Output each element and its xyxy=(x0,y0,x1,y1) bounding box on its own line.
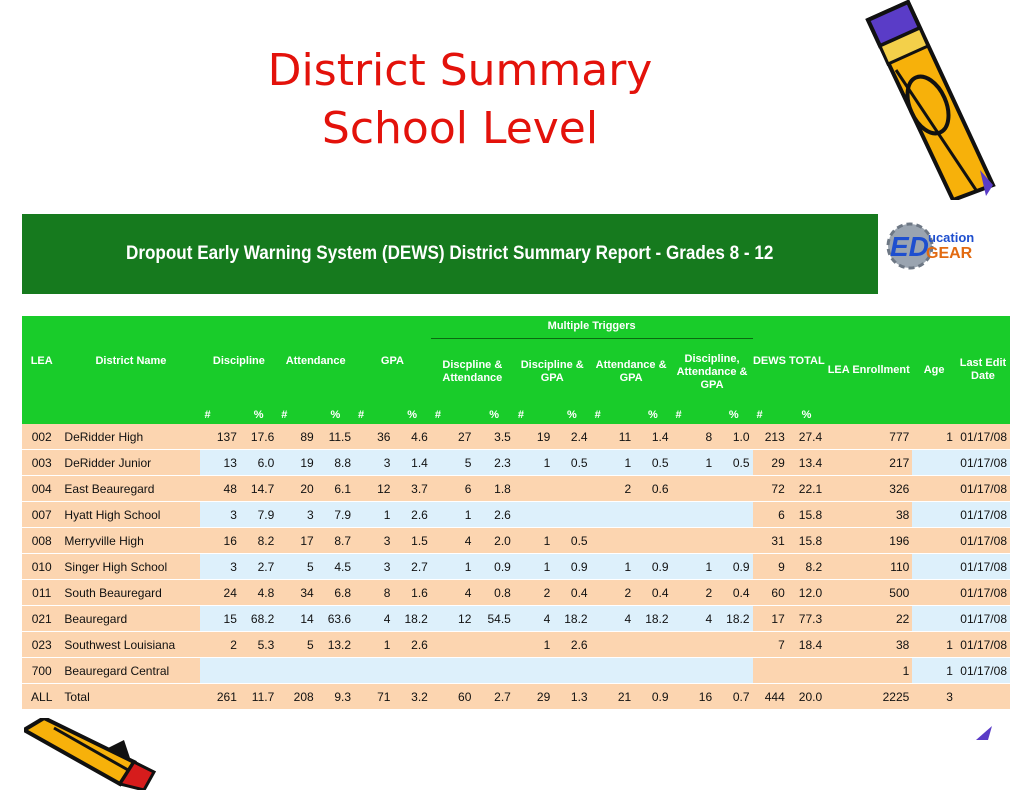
cell-date: 01/17/08 xyxy=(956,580,1010,606)
cell-t-n: 17 xyxy=(753,606,788,632)
cell-lea: 002 xyxy=(22,424,61,450)
cell-ag-n xyxy=(591,502,635,528)
cell-ag-n xyxy=(591,528,635,554)
cell-age xyxy=(912,606,956,632)
subheader-num: # xyxy=(591,406,635,424)
cell-g-p: 1.4 xyxy=(393,450,430,476)
cell-dg-n: 1 xyxy=(514,554,553,580)
cell-g-n: 36 xyxy=(354,424,393,450)
cell-name: Merryville High xyxy=(61,528,200,554)
table-row xyxy=(22,606,1010,632)
cell-t-n: 9 xyxy=(753,554,788,580)
cell-da-n: 4 xyxy=(431,528,475,554)
cell-g-p: 2.6 xyxy=(393,502,430,528)
cell-t-n: 213 xyxy=(753,424,788,450)
subheader-num: # xyxy=(200,406,239,424)
cell-d-p: 8.2 xyxy=(240,528,277,554)
table-row xyxy=(22,658,1010,684)
cell-ag-p xyxy=(634,528,671,554)
cell-t-n: 60 xyxy=(753,580,788,606)
cell-dag-n: 4 xyxy=(672,606,716,632)
cell-dag-p xyxy=(715,502,752,528)
cell-t-p: 18.4 xyxy=(788,632,825,658)
cell-dg-p: 18.2 xyxy=(553,606,590,632)
cell-dag-p: 0.5 xyxy=(715,450,752,476)
cell-date: 01/17/08 xyxy=(956,502,1010,528)
cell-g-n: 8 xyxy=(354,580,393,606)
cell-date xyxy=(956,684,1010,710)
cell-da-p: 3.5 xyxy=(474,424,513,450)
cell-date: 01/17/08 xyxy=(956,424,1010,450)
subheader-pct: % xyxy=(393,406,430,424)
cell-dag-p: 0.7 xyxy=(715,684,752,710)
cell-a-p: 7.9 xyxy=(317,502,354,528)
subheader-pct: % xyxy=(317,406,354,424)
table-body xyxy=(22,424,1010,710)
cell-a-n: 34 xyxy=(277,580,316,606)
cell-a-p: 9.3 xyxy=(317,684,354,710)
cell-lea: 011 xyxy=(22,580,61,606)
header-blank-lea xyxy=(22,406,200,424)
cell-ag-p: 1.4 xyxy=(634,424,671,450)
cell-g-n: 3 xyxy=(354,528,393,554)
cell-da-p xyxy=(474,658,513,684)
cell-t-n: 444 xyxy=(753,684,788,710)
cell-da-n: 1 xyxy=(431,502,475,528)
cell-dg-n: 19 xyxy=(514,424,553,450)
cell-t-p xyxy=(788,658,825,684)
cell-dg-p: 2.6 xyxy=(553,632,590,658)
cell-a-n: 208 xyxy=(277,684,316,710)
cell-a-n: 20 xyxy=(277,476,316,502)
svg-text:ucation: ucation xyxy=(928,230,975,245)
cell-da-n: 60 xyxy=(431,684,475,710)
header-lea: LEA xyxy=(22,316,61,406)
cell-name: DeRidder High xyxy=(61,424,200,450)
cell-a-p: 4.5 xyxy=(317,554,354,580)
cell-lea: 003 xyxy=(22,450,61,476)
cell-d-p: 14.7 xyxy=(240,476,277,502)
cell-a-p: 13.2 xyxy=(317,632,354,658)
cell-dg-n xyxy=(514,502,553,528)
cell-t-n: 7 xyxy=(753,632,788,658)
cell-t-p: 8.2 xyxy=(788,554,825,580)
cell-d-n: 13 xyxy=(200,450,239,476)
cell-a-p: 11.5 xyxy=(317,424,354,450)
cell-t-p: 20.0 xyxy=(788,684,825,710)
cell-dag-p: 0.4 xyxy=(715,580,752,606)
svg-text:GEAR: GEAR xyxy=(926,245,973,262)
subheader-num: # xyxy=(431,406,475,424)
cell-g-n xyxy=(354,658,393,684)
cell-da-n: 4 xyxy=(431,580,475,606)
cell-dg-n xyxy=(514,476,553,502)
slide-title-line2: School Level xyxy=(321,103,599,154)
cell-t-p: 12.0 xyxy=(788,580,825,606)
cell-d-n: 3 xyxy=(200,554,239,580)
cell-age xyxy=(912,502,956,528)
cell-a-p: 8.8 xyxy=(317,450,354,476)
header-discipline: Discipline xyxy=(200,316,277,406)
cell-d-p: 4.8 xyxy=(240,580,277,606)
cell-da-n: 27 xyxy=(431,424,475,450)
pencil-clipart-top xyxy=(858,0,998,200)
subheader-num: # xyxy=(672,406,716,424)
cell-date: 01/17/08 xyxy=(956,528,1010,554)
cell-g-n: 71 xyxy=(354,684,393,710)
cell-da-n: 12 xyxy=(431,606,475,632)
cell-ag-n: 2 xyxy=(591,476,635,502)
cell-dag-n xyxy=(672,502,716,528)
cell-name: South Beauregard xyxy=(61,580,200,606)
cell-a-n: 19 xyxy=(277,450,316,476)
cell-a-p xyxy=(317,658,354,684)
cell-da-p: 54.5 xyxy=(474,606,513,632)
header-dews-total: DEWS TOTAL xyxy=(753,316,826,406)
header-disc-gpa: Discipline & GPA xyxy=(514,338,591,406)
cell-ag-n xyxy=(591,632,635,658)
cell-da-p: 2.7 xyxy=(474,684,513,710)
cell-age: 1 xyxy=(912,632,956,658)
cell-name: Total xyxy=(61,684,200,710)
cell-dag-p: 0.9 xyxy=(715,554,752,580)
table-row xyxy=(22,580,1010,606)
cell-enr: 22 xyxy=(825,606,912,632)
cell-lea: 021 xyxy=(22,606,61,632)
cell-age: 3 xyxy=(912,684,956,710)
cell-dg-n: 29 xyxy=(514,684,553,710)
cell-g-n: 12 xyxy=(354,476,393,502)
cell-date: 01/17/08 xyxy=(956,658,1010,684)
cell-g-p: 1.5 xyxy=(393,528,430,554)
cell-ag-n: 21 xyxy=(591,684,635,710)
pencil-clipart-bottom xyxy=(24,718,164,790)
cell-g-n: 3 xyxy=(354,554,393,580)
cell-age xyxy=(912,450,956,476)
cell-ag-p: 0.6 xyxy=(634,476,671,502)
cell-dg-n: 1 xyxy=(514,632,553,658)
cell-age xyxy=(912,476,956,502)
cell-dg-p: 2.4 xyxy=(553,424,590,450)
header-attendance: Attendance xyxy=(277,316,354,406)
cell-lea: 004 xyxy=(22,476,61,502)
cell-name: Beauregard Central xyxy=(61,658,200,684)
cell-name: Hyatt High School xyxy=(61,502,200,528)
header-disc-att-gpa: Discipline, Attendance & GPA xyxy=(672,338,753,406)
cell-name: East Beauregard xyxy=(61,476,200,502)
cell-d-n: 137 xyxy=(200,424,239,450)
cell-dg-p: 0.4 xyxy=(553,580,590,606)
header-lea-enrollment: LEA Enrollment xyxy=(825,316,912,424)
header-gpa: GPA xyxy=(354,316,431,406)
cell-g-n: 1 xyxy=(354,632,393,658)
cell-da-n xyxy=(431,658,475,684)
cell-dg-p: 1.3 xyxy=(553,684,590,710)
header-att-gpa: Attendance & GPA xyxy=(591,338,672,406)
header-disc-att: Discpline & Attendance xyxy=(431,338,514,406)
cell-age xyxy=(912,554,956,580)
cell-enr: 326 xyxy=(825,476,912,502)
cell-age: 1 xyxy=(912,424,956,450)
cell-da-p: 2.3 xyxy=(474,450,513,476)
subheader-pct: % xyxy=(788,406,825,424)
cell-d-p: 11.7 xyxy=(240,684,277,710)
cell-da-n: 5 xyxy=(431,450,475,476)
cell-t-p: 15.8 xyxy=(788,502,825,528)
table-row xyxy=(22,502,1010,528)
cell-da-p: 2.0 xyxy=(474,528,513,554)
report-banner xyxy=(22,214,878,294)
header-last-edit-date: Last Edit Date xyxy=(956,316,1010,424)
cell-enr: 500 xyxy=(825,580,912,606)
cell-g-n: 3 xyxy=(354,450,393,476)
cell-lea: ALL xyxy=(22,684,61,710)
cell-t-n: 6 xyxy=(753,502,788,528)
cell-lea: 010 xyxy=(22,554,61,580)
subheader-pct: % xyxy=(240,406,277,424)
cell-dg-n xyxy=(514,658,553,684)
cell-t-n: 29 xyxy=(753,450,788,476)
cell-name: Beauregard xyxy=(61,606,200,632)
cell-lea: 008 xyxy=(22,528,61,554)
cell-dg-n: 4 xyxy=(514,606,553,632)
cell-dag-p xyxy=(715,528,752,554)
cell-g-p: 2.6 xyxy=(393,632,430,658)
cell-dag-n: 1 xyxy=(672,554,716,580)
cell-d-p: 17.6 xyxy=(240,424,277,450)
cell-dg-p xyxy=(553,502,590,528)
cell-enr: 38 xyxy=(825,502,912,528)
cell-a-n xyxy=(277,658,316,684)
education-gear-logo xyxy=(882,218,992,274)
subheader-num: # xyxy=(354,406,393,424)
cell-g-n: 1 xyxy=(354,502,393,528)
cell-ag-p: 0.4 xyxy=(634,580,671,606)
cell-dg-n: 1 xyxy=(514,450,553,476)
cell-enr: 38 xyxy=(825,632,912,658)
svg-text:ED: ED xyxy=(890,231,929,262)
cell-a-n: 14 xyxy=(277,606,316,632)
cell-g-p: 1.6 xyxy=(393,580,430,606)
cell-ag-n: 11 xyxy=(591,424,635,450)
cell-dg-p: 0.9 xyxy=(553,554,590,580)
cell-t-p: 13.4 xyxy=(788,450,825,476)
cell-a-n: 89 xyxy=(277,424,316,450)
cell-date: 01/17/08 xyxy=(956,632,1010,658)
table-row xyxy=(22,684,1010,710)
cell-g-p: 4.6 xyxy=(393,424,430,450)
cell-lea: 023 xyxy=(22,632,61,658)
subheader-pct: % xyxy=(474,406,513,424)
cell-dag-n xyxy=(672,528,716,554)
cell-name: Southwest Louisiana xyxy=(61,632,200,658)
cell-d-n: 2 xyxy=(200,632,239,658)
cell-da-n xyxy=(431,632,475,658)
table-row xyxy=(22,450,1010,476)
cell-d-p: 2.7 xyxy=(240,554,277,580)
cell-dag-p: 18.2 xyxy=(715,606,752,632)
cell-ag-p: 0.5 xyxy=(634,450,671,476)
cell-d-p xyxy=(240,658,277,684)
cell-age: 1 xyxy=(912,658,956,684)
cell-a-p: 6.8 xyxy=(317,580,354,606)
cell-g-n: 4 xyxy=(354,606,393,632)
cell-dag-n xyxy=(672,632,716,658)
cell-d-p: 68.2 xyxy=(240,606,277,632)
table-row xyxy=(22,528,1010,554)
cell-ag-p: 0.9 xyxy=(634,554,671,580)
cell-a-n: 3 xyxy=(277,502,316,528)
subheader-pct: % xyxy=(634,406,671,424)
cell-name: Singer High School xyxy=(61,554,200,580)
table-row xyxy=(22,476,1010,502)
cell-da-p: 0.9 xyxy=(474,554,513,580)
cell-t-p: 27.4 xyxy=(788,424,825,450)
cell-name: DeRidder Junior xyxy=(61,450,200,476)
cell-d-p: 6.0 xyxy=(240,450,277,476)
cell-enr: 196 xyxy=(825,528,912,554)
cell-t-n xyxy=(753,658,788,684)
cell-dg-p xyxy=(553,476,590,502)
cell-dag-n: 1 xyxy=(672,450,716,476)
cell-a-n: 5 xyxy=(277,632,316,658)
cell-da-n: 6 xyxy=(431,476,475,502)
cell-d-p: 7.9 xyxy=(240,502,277,528)
subheader-num: # xyxy=(514,406,553,424)
cell-da-p: 2.6 xyxy=(474,502,513,528)
cell-dag-n: 8 xyxy=(672,424,716,450)
slide-title xyxy=(150,42,770,158)
cell-dag-p xyxy=(715,658,752,684)
cell-age xyxy=(912,528,956,554)
corner-triangle-mark xyxy=(974,722,994,742)
cell-d-p: 5.3 xyxy=(240,632,277,658)
table-row xyxy=(22,554,1010,580)
cell-dg-n: 2 xyxy=(514,580,553,606)
cell-enr: 1 xyxy=(825,658,912,684)
slide-title-line1: District Summary xyxy=(267,45,653,96)
cell-dag-n xyxy=(672,658,716,684)
cell-g-p: 2.7 xyxy=(393,554,430,580)
cell-dag-p xyxy=(715,632,752,658)
cell-dg-n: 1 xyxy=(514,528,553,554)
cell-dg-p xyxy=(553,658,590,684)
cell-d-n: 3 xyxy=(200,502,239,528)
cell-da-p: 0.8 xyxy=(474,580,513,606)
cell-t-n: 72 xyxy=(753,476,788,502)
cell-dag-p xyxy=(715,476,752,502)
cell-t-p: 15.8 xyxy=(788,528,825,554)
cell-ag-p: 18.2 xyxy=(634,606,671,632)
table-row xyxy=(22,632,1010,658)
cell-da-p: 1.8 xyxy=(474,476,513,502)
cell-ag-n: 1 xyxy=(591,450,635,476)
cell-date: 01/17/08 xyxy=(956,606,1010,632)
cell-dag-n xyxy=(672,476,716,502)
cell-date: 01/17/08 xyxy=(956,450,1010,476)
cell-ag-n: 2 xyxy=(591,580,635,606)
cell-a-n: 5 xyxy=(277,554,316,580)
header-district-name: District Name xyxy=(61,316,200,406)
cell-dag-n: 2 xyxy=(672,580,716,606)
cell-ag-p xyxy=(634,632,671,658)
cell-dag-n: 16 xyxy=(672,684,716,710)
cell-a-p: 63.6 xyxy=(317,606,354,632)
cell-enr: 2225 xyxy=(825,684,912,710)
cell-ag-n: 4 xyxy=(591,606,635,632)
cell-ag-n xyxy=(591,658,635,684)
cell-a-p: 8.7 xyxy=(317,528,354,554)
cell-ag-p: 0.9 xyxy=(634,684,671,710)
cell-ag-n: 1 xyxy=(591,554,635,580)
subheader-pct: % xyxy=(553,406,590,424)
cell-d-n: 15 xyxy=(200,606,239,632)
cell-d-n: 48 xyxy=(200,476,239,502)
cell-d-n: 261 xyxy=(200,684,239,710)
dews-summary-table xyxy=(22,316,1010,710)
cell-date: 01/17/08 xyxy=(956,554,1010,580)
cell-dag-p: 1.0 xyxy=(715,424,752,450)
cell-g-p: 3.2 xyxy=(393,684,430,710)
subheader-pct: % xyxy=(715,406,752,424)
cell-d-n: 24 xyxy=(200,580,239,606)
cell-g-p xyxy=(393,658,430,684)
header-age: Age xyxy=(912,316,956,424)
cell-da-p xyxy=(474,632,513,658)
cell-enr: 217 xyxy=(825,450,912,476)
cell-t-p: 77.3 xyxy=(788,606,825,632)
cell-d-n xyxy=(200,658,239,684)
cell-enr: 777 xyxy=(825,424,912,450)
cell-dg-p: 0.5 xyxy=(553,450,590,476)
cell-g-p: 3.7 xyxy=(393,476,430,502)
cell-enr: 110 xyxy=(825,554,912,580)
cell-dg-p: 0.5 xyxy=(553,528,590,554)
cell-a-p: 6.1 xyxy=(317,476,354,502)
header-multiple-triggers: Multiple Triggers xyxy=(431,316,753,338)
cell-date: 01/17/08 xyxy=(956,476,1010,502)
report-banner-title: Dropout Early Warning System (DEWS) District Summary Report - Grades 8 - 12 xyxy=(126,243,774,264)
cell-t-n: 31 xyxy=(753,528,788,554)
subheader-num: # xyxy=(753,406,788,424)
cell-lea: 007 xyxy=(22,502,61,528)
cell-d-n: 16 xyxy=(200,528,239,554)
cell-age xyxy=(912,580,956,606)
cell-g-p: 18.2 xyxy=(393,606,430,632)
table-row xyxy=(22,424,1010,450)
cell-lea: 700 xyxy=(22,658,61,684)
cell-t-p: 22.1 xyxy=(788,476,825,502)
cell-da-n: 1 xyxy=(431,554,475,580)
subheader-num: # xyxy=(277,406,316,424)
cell-ag-p xyxy=(634,502,671,528)
cell-ag-p xyxy=(634,658,671,684)
cell-a-n: 17 xyxy=(277,528,316,554)
